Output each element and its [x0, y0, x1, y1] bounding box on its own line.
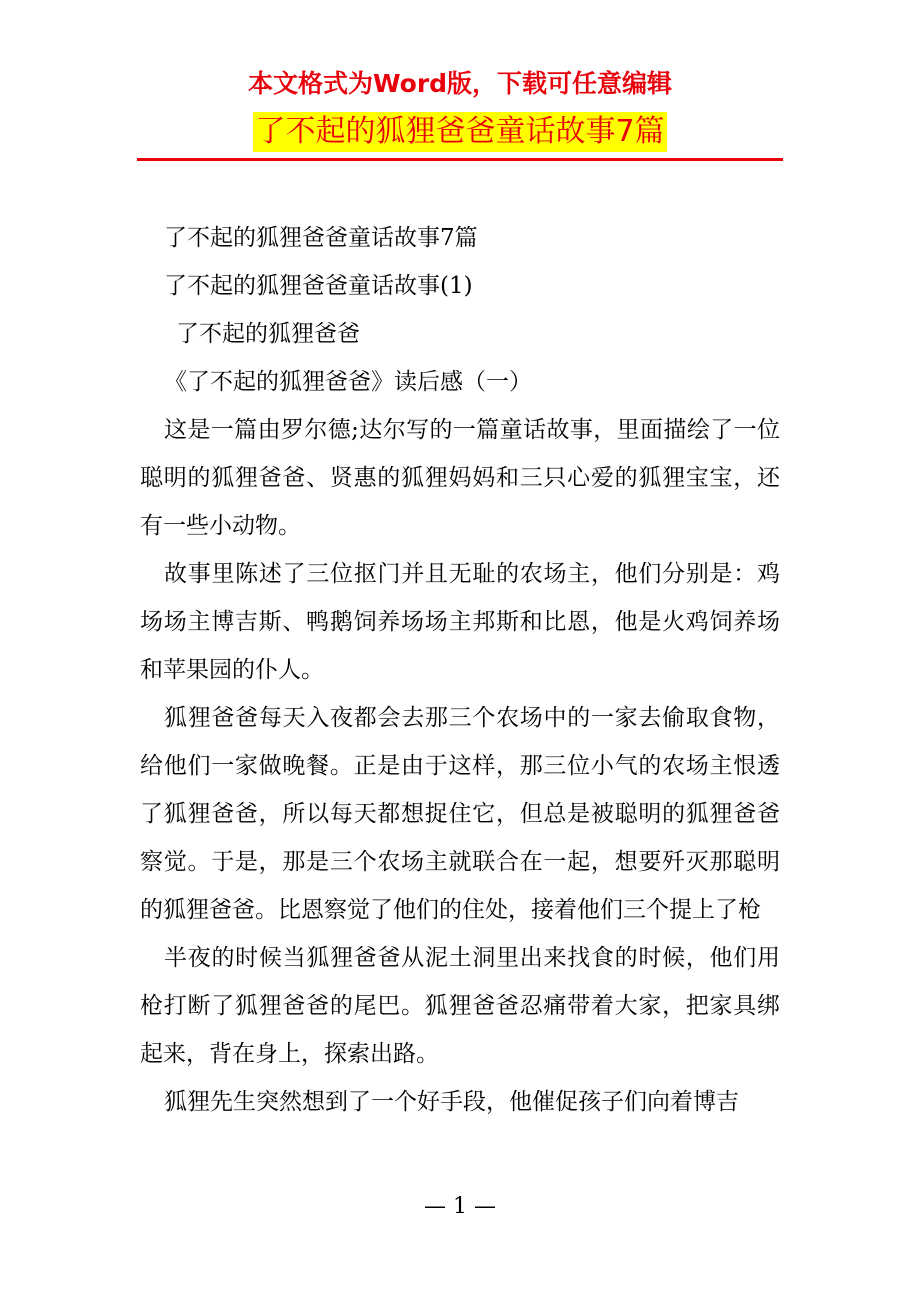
body-paragraph: 这是一篇由罗尔德;达尔写的一篇童话故事，里面描绘了一位聪明的狐狸爸爸、贤惠的狐狸妈妈和三只心爱的狐狸宝宝，还有一些小动物。: [140, 417, 780, 539]
story-title: 了不起的狐狸爸爸: [176, 321, 360, 347]
document-title: 了不起的狐狸爸爸童话故事7篇: [164, 225, 478, 251]
document-body: [140, 214, 780, 1126]
header-title-wrap: [0, 112, 920, 156]
body-paragraph: 狐狸先生突然想到了一个好手段，他催促孩子们向着博吉: [164, 1089, 739, 1115]
body-paragraph: 狐狸爸爸每天入夜都会去那三个农场中的一家去偷取食物，给他们一家做晚餐。正是由于这样，那三位小气的农场主恨透了狐狸爸爸，所以每天都想捉住它，但总是被聪明的狐狸爸爸察觉。于是，那是三个农场主就联合在一起，想要歼灭那聪明的狐狸爸爸。比恩察觉了他们的住处，接着他们三个提上了枪: [140, 705, 780, 923]
body-paragraph: 故事里陈述了三位抠门并且无耻的农场主，他们分别是：鸡场场主博吉斯、鸭鹅饲养场场主邦斯和比恩，他是火鸡饲养场和苹果园的仆人。: [140, 561, 780, 683]
header-divider: [137, 158, 783, 161]
page-number: — 1 —: [424, 1194, 496, 1219]
page-header: [0, 64, 920, 156]
highlighted-title: 了不起的狐狸爸爸童话故事7篇: [253, 112, 666, 152]
format-notice: 本文格式为Word版，下载可任意编辑: [247, 69, 673, 98]
review-title: 《了不起的狐狸爸爸》读后感（一）: [164, 369, 532, 395]
section-title: 了不起的狐狸爸爸童话故事(1): [164, 273, 473, 299]
body-paragraph: 半夜的时候当狐狸爸爸从泥土洞里出来找食的时候，他们用枪打断了狐狸爸爸的尾巴。狐狸爸爸忍痛带着大家，把家具绑起来，背在身上，探索出路。: [140, 945, 780, 1067]
